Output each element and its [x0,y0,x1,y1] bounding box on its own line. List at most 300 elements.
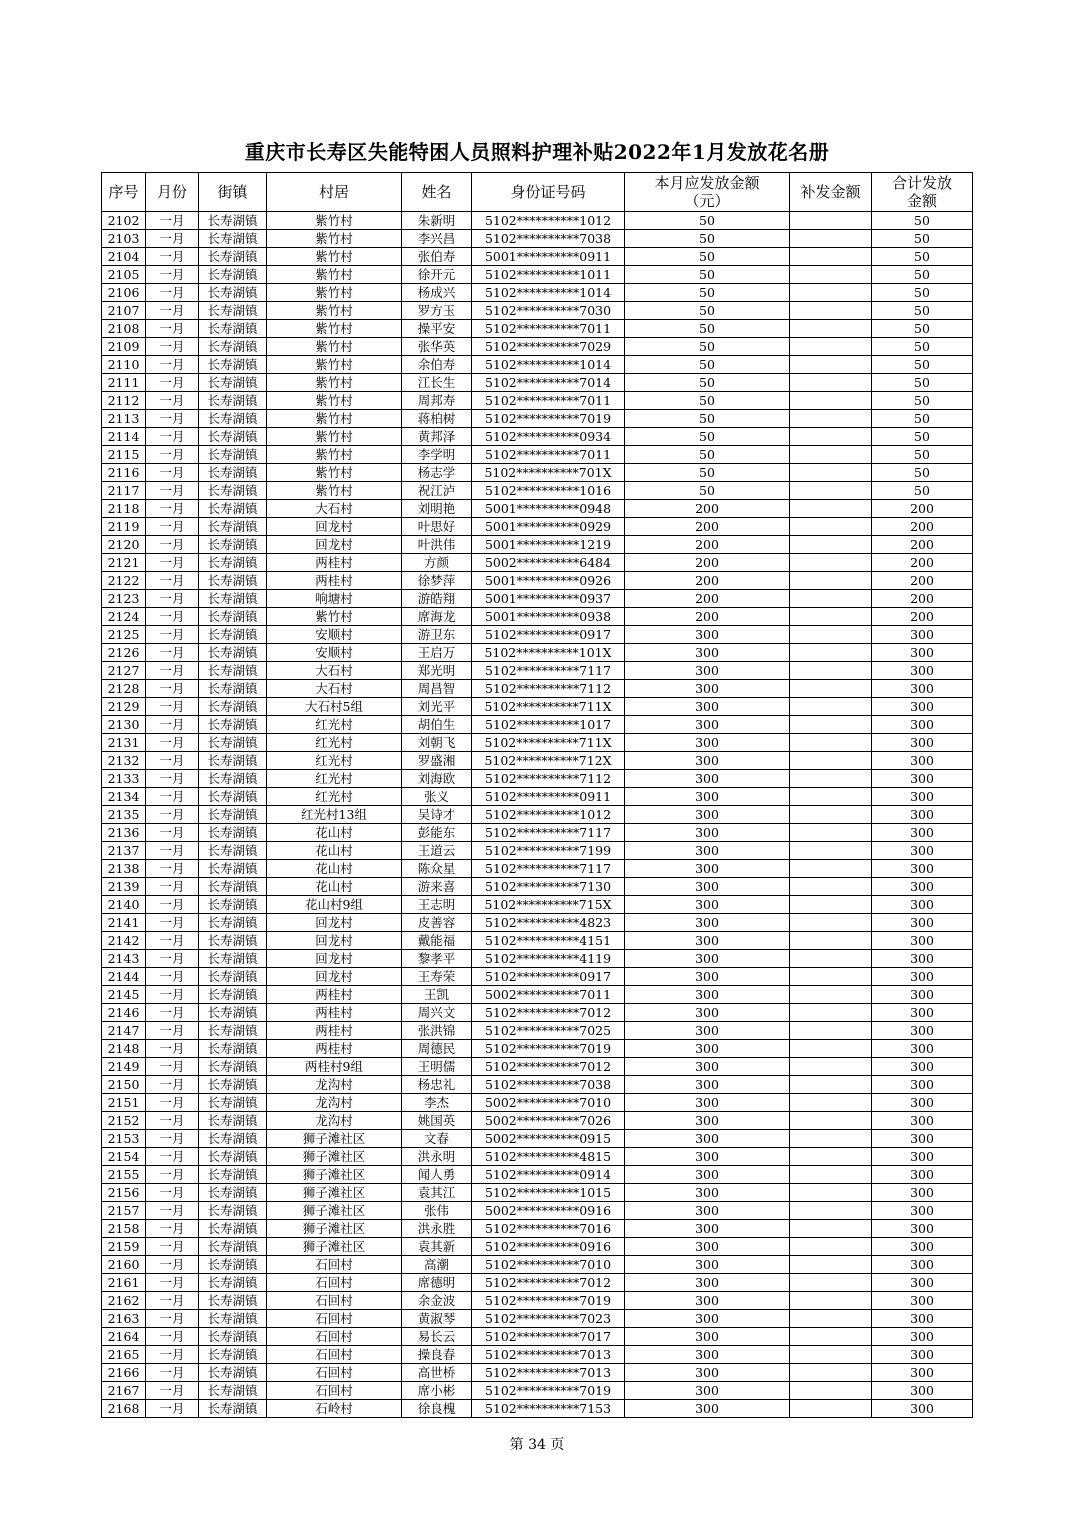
cell-due-amount: 300 [625,1202,790,1220]
cell-id-number: 5102**********7030 [472,302,625,320]
cell-supplement-amount [790,374,872,392]
cell-total-amount: 300 [872,770,973,788]
cell-town: 长寿湖镇 [199,1112,267,1130]
cell-due-amount: 50 [625,284,790,302]
cell-seq: 2163 [102,1310,146,1328]
cell-id-number: 5102**********1012 [472,806,625,824]
table-row [102,1148,973,1166]
cell-village: 狮子滩社区 [267,1184,402,1202]
cell-month: 一月 [146,824,199,842]
cell-town: 长寿湖镇 [199,572,267,590]
cell-due-amount: 300 [625,770,790,788]
table-row [102,1004,973,1022]
cell-town: 长寿湖镇 [199,878,267,896]
cell-seq: 2130 [102,716,146,734]
cell-seq: 2157 [102,1202,146,1220]
table-row [102,572,973,590]
cell-due-amount: 50 [625,356,790,374]
cell-town: 长寿湖镇 [199,284,267,302]
cell-id-number: 5102**********4815 [472,1148,625,1166]
cell-name: 文春 [402,1130,472,1148]
cell-town: 长寿湖镇 [199,842,267,860]
cell-due-amount: 50 [625,320,790,338]
cell-town: 长寿湖镇 [199,338,267,356]
cell-month: 一月 [146,680,199,698]
cell-total-amount: 300 [872,878,973,896]
cell-seq: 2123 [102,590,146,608]
cell-total-amount: 300 [872,752,973,770]
cell-total-amount: 50 [872,428,973,446]
cell-supplement-amount [790,734,872,752]
table-row [102,608,973,626]
cell-due-amount: 50 [625,266,790,284]
cell-id-number: 5102**********7016 [472,1220,625,1238]
cell-seq: 2161 [102,1274,146,1292]
cell-due-amount: 50 [625,410,790,428]
cell-month: 一月 [146,950,199,968]
cell-due-amount: 300 [625,1274,790,1292]
cell-town: 长寿湖镇 [199,410,267,428]
cell-month: 一月 [146,572,199,590]
table-row [102,734,973,752]
table-row [102,284,973,302]
cell-seq: 2154 [102,1148,146,1166]
cell-id-number: 5102**********711X [472,734,625,752]
cell-id-number: 5102**********7117 [472,662,625,680]
cell-supplement-amount [790,914,872,932]
cell-village: 紫竹村 [267,482,402,500]
table-row [102,1058,973,1076]
cell-total-amount: 50 [872,356,973,374]
cell-id-number: 5002**********0915 [472,1130,625,1148]
cell-name: 徐开元 [402,266,472,284]
cell-name: 周德民 [402,1040,472,1058]
cell-id-number: 5102**********712X [472,752,625,770]
cell-name: 黄淑琴 [402,1310,472,1328]
cell-total-amount: 200 [872,536,973,554]
cell-due-amount: 300 [625,842,790,860]
cell-name: 张华英 [402,338,472,356]
cell-village: 紫竹村 [267,266,402,284]
cell-town: 长寿湖镇 [199,1166,267,1184]
table-row [102,1202,973,1220]
cell-due-amount: 200 [625,536,790,554]
cell-name: 游来喜 [402,878,472,896]
cell-name: 蒋柏树 [402,410,472,428]
cell-due-amount: 300 [625,896,790,914]
cell-id-number: 5102**********0916 [472,1238,625,1256]
cell-supplement-amount [790,482,872,500]
cell-village: 狮子滩社区 [267,1166,402,1184]
cell-due-amount: 300 [625,1148,790,1166]
cell-due-amount: 50 [625,374,790,392]
cell-id-number: 5102**********1016 [472,482,625,500]
cell-town: 长寿湖镇 [199,1400,267,1418]
cell-seq: 2116 [102,464,146,482]
cell-month: 一月 [146,896,199,914]
cell-village: 回龙村 [267,536,402,554]
cell-total-amount: 300 [872,824,973,842]
cell-name: 操平安 [402,320,472,338]
cell-town: 长寿湖镇 [199,752,267,770]
cell-supplement-amount [790,896,872,914]
cell-total-amount: 50 [872,230,973,248]
cell-due-amount: 300 [625,1058,790,1076]
cell-name: 余金波 [402,1292,472,1310]
cell-supplement-amount [790,680,872,698]
cell-total-amount: 300 [872,1292,973,1310]
cell-total-amount: 50 [872,266,973,284]
cell-name: 罗盛湘 [402,752,472,770]
cell-due-amount: 300 [625,716,790,734]
cell-total-amount: 300 [872,716,973,734]
cell-due-amount: 300 [625,860,790,878]
cell-name: 王启万 [402,644,472,662]
cell-seq: 2159 [102,1238,146,1256]
table-row [102,302,973,320]
cell-name: 张义 [402,788,472,806]
cell-seq: 2113 [102,410,146,428]
table-row [102,1382,973,1400]
cell-village: 回龙村 [267,914,402,932]
cell-town: 长寿湖镇 [199,500,267,518]
cell-due-amount: 50 [625,338,790,356]
table-row [102,266,973,284]
cell-month: 一月 [146,1274,199,1292]
cell-due-amount: 300 [625,1094,790,1112]
cell-supplement-amount [790,590,872,608]
cell-seq: 2105 [102,266,146,284]
cell-due-amount: 200 [625,554,790,572]
cell-seq: 2166 [102,1364,146,1382]
cell-supplement-amount [790,1292,872,1310]
cell-id-number: 5102**********7011 [472,320,625,338]
table-row [102,410,973,428]
cell-supplement-amount [790,1004,872,1022]
cell-id-number: 5102**********7011 [472,392,625,410]
cell-month: 一月 [146,500,199,518]
cell-village: 花山村 [267,878,402,896]
cell-id-number: 5102**********0911 [472,788,625,806]
cell-id-number: 5102**********0917 [472,968,625,986]
cell-supplement-amount [790,968,872,986]
cell-name: 周兴文 [402,1004,472,1022]
cell-supplement-amount [790,1202,872,1220]
table-header-row [102,173,973,212]
cell-id-number: 5102**********1011 [472,266,625,284]
cell-supplement-amount [790,1256,872,1274]
cell-id-number: 5102**********715X [472,896,625,914]
cell-month: 一月 [146,248,199,266]
cell-month: 一月 [146,1400,199,1418]
table-row [102,878,973,896]
cell-town: 长寿湖镇 [199,590,267,608]
table-row [102,1400,973,1418]
cell-id-number: 5102**********7019 [472,1292,625,1310]
cell-seq: 2120 [102,536,146,554]
cell-total-amount: 50 [872,410,973,428]
cell-id-number: 5001**********0926 [472,572,625,590]
cell-month: 一月 [146,968,199,986]
cell-supplement-amount [790,392,872,410]
cell-town: 长寿湖镇 [199,1004,267,1022]
cell-name: 李学明 [402,446,472,464]
cell-name: 周邦寿 [402,392,472,410]
cell-total-amount: 300 [872,1346,973,1364]
cell-name: 洪永明 [402,1148,472,1166]
cell-name: 罗方玉 [402,302,472,320]
cell-town: 长寿湖镇 [199,986,267,1004]
cell-total-amount: 300 [872,896,973,914]
cell-month: 一月 [146,716,199,734]
cell-seq: 2148 [102,1040,146,1058]
cell-town: 长寿湖镇 [199,464,267,482]
table-row [102,698,973,716]
cell-town: 长寿湖镇 [199,626,267,644]
cell-total-amount: 300 [872,734,973,752]
cell-month: 一月 [146,1382,199,1400]
cell-month: 一月 [146,1094,199,1112]
cell-seq: 2108 [102,320,146,338]
cell-seq: 2153 [102,1130,146,1148]
cell-total-amount: 200 [872,572,973,590]
cell-total-amount: 300 [872,1328,973,1346]
cell-supplement-amount [790,1058,872,1076]
cell-town: 长寿湖镇 [199,1202,267,1220]
cell-id-number: 5102**********7130 [472,878,625,896]
cell-id-number: 5102**********7112 [472,680,625,698]
cell-id-number: 5102**********7112 [472,770,625,788]
header-total-amount-line1: 合计发放 [891,174,952,192]
cell-village: 两桂村 [267,554,402,572]
cell-total-amount: 300 [872,1112,973,1130]
cell-month: 一月 [146,1310,199,1328]
cell-village: 狮子滩社区 [267,1148,402,1166]
cell-village: 回龙村 [267,950,402,968]
cell-month: 一月 [146,1238,199,1256]
cell-supplement-amount [790,932,872,950]
cell-supplement-amount [790,824,872,842]
cell-id-number: 5102**********0917 [472,626,625,644]
cell-total-amount: 50 [872,302,973,320]
cell-supplement-amount [790,302,872,320]
cell-town: 长寿湖镇 [199,734,267,752]
header-month: 月份 [146,173,199,212]
cell-due-amount: 300 [625,1238,790,1256]
table-row [102,464,973,482]
cell-town: 长寿湖镇 [199,374,267,392]
table-row [102,1274,973,1292]
cell-due-amount: 300 [625,1364,790,1382]
cell-month: 一月 [146,554,199,572]
cell-seq: 2137 [102,842,146,860]
header-name: 姓名 [402,173,472,212]
cell-name: 杨忠礼 [402,1076,472,1094]
cell-name: 江长生 [402,374,472,392]
cell-supplement-amount [790,1130,872,1148]
cell-name: 皮善容 [402,914,472,932]
cell-seq: 2164 [102,1328,146,1346]
cell-name: 胡伯生 [402,716,472,734]
cell-total-amount: 300 [872,1400,973,1418]
cell-name: 洪永胜 [402,1220,472,1238]
cell-name: 朱新明 [402,212,472,230]
cell-total-amount: 300 [872,1166,973,1184]
cell-month: 一月 [146,1184,199,1202]
cell-id-number: 5102**********7019 [472,1040,625,1058]
cell-town: 长寿湖镇 [199,1346,267,1364]
cell-village: 花山村 [267,860,402,878]
table-row [102,680,973,698]
table-row [102,1130,973,1148]
cell-name: 席海龙 [402,608,472,626]
cell-supplement-amount [790,1346,872,1364]
cell-id-number: 5102**********1017 [472,716,625,734]
cell-month: 一月 [146,1328,199,1346]
cell-due-amount: 300 [625,1346,790,1364]
cell-village: 狮子滩社区 [267,1238,402,1256]
cell-town: 长寿湖镇 [199,1040,267,1058]
cell-month: 一月 [146,986,199,1004]
cell-total-amount: 300 [872,968,973,986]
cell-due-amount: 300 [625,680,790,698]
cell-village: 响塘村 [267,590,402,608]
cell-seq: 2133 [102,770,146,788]
cell-supplement-amount [790,554,872,572]
footer-suffix: 页 [550,1437,565,1453]
cell-seq: 2124 [102,608,146,626]
cell-town: 长寿湖镇 [199,356,267,374]
cell-month: 一月 [146,788,199,806]
cell-due-amount: 300 [625,914,790,932]
cell-total-amount: 300 [872,662,973,680]
cell-supplement-amount [790,752,872,770]
cell-total-amount: 50 [872,212,973,230]
cell-name: 王道云 [402,842,472,860]
cell-supplement-amount [790,770,872,788]
cell-total-amount: 50 [872,374,973,392]
cell-month: 一月 [146,284,199,302]
cell-village: 狮子滩社区 [267,1130,402,1148]
cell-town: 长寿湖镇 [199,554,267,572]
cell-total-amount: 300 [872,1040,973,1058]
cell-village: 大石村 [267,500,402,518]
cell-village: 石回村 [267,1328,402,1346]
cell-due-amount: 300 [625,1220,790,1238]
cell-village: 狮子滩社区 [267,1202,402,1220]
cell-id-number: 5001**********0929 [472,518,625,536]
cell-month: 一月 [146,1004,199,1022]
cell-total-amount: 300 [872,1310,973,1328]
table-row [102,1022,973,1040]
cell-id-number: 5102**********7019 [472,410,625,428]
cell-total-amount: 50 [872,482,973,500]
cell-total-amount: 300 [872,680,973,698]
cell-total-amount: 200 [872,608,973,626]
cell-name: 黎孝平 [402,950,472,968]
cell-total-amount: 50 [872,446,973,464]
cell-id-number: 5001**********1219 [472,536,625,554]
cell-month: 一月 [146,1292,199,1310]
cell-month: 一月 [146,1346,199,1364]
cell-town: 长寿湖镇 [199,860,267,878]
cell-total-amount: 300 [872,788,973,806]
cell-town: 长寿湖镇 [199,1292,267,1310]
cell-name: 周昌智 [402,680,472,698]
cell-town: 长寿湖镇 [199,716,267,734]
cell-seq: 2107 [102,302,146,320]
cell-village: 两桂村9组 [267,1058,402,1076]
cell-village: 两桂村 [267,1040,402,1058]
cell-town: 长寿湖镇 [199,950,267,968]
cell-name: 陈众星 [402,860,472,878]
cell-due-amount: 50 [625,482,790,500]
cell-total-amount: 300 [872,1382,973,1400]
cell-town: 长寿湖镇 [199,1148,267,1166]
cell-supplement-amount [790,572,872,590]
cell-village: 紫竹村 [267,284,402,302]
cell-seq: 2151 [102,1094,146,1112]
table-row [102,842,973,860]
cell-supplement-amount [790,410,872,428]
cell-id-number: 5102**********7199 [472,842,625,860]
cell-seq: 2117 [102,482,146,500]
cell-village: 紫竹村 [267,320,402,338]
cell-seq: 2118 [102,500,146,518]
cell-village: 紫竹村 [267,392,402,410]
cell-village: 紫竹村 [267,464,402,482]
cell-town: 长寿湖镇 [199,536,267,554]
table-row [102,716,973,734]
cell-month: 一月 [146,1076,199,1094]
cell-name: 祝江泸 [402,482,472,500]
cell-village: 两桂村 [267,1004,402,1022]
cell-id-number: 5102**********7025 [472,1022,625,1040]
cell-seq: 2143 [102,950,146,968]
cell-seq: 2136 [102,824,146,842]
cell-name: 张伟 [402,1202,472,1220]
cell-name: 席小彬 [402,1382,472,1400]
cell-due-amount: 300 [625,662,790,680]
cell-town: 长寿湖镇 [199,1094,267,1112]
cell-village: 石回村 [267,1256,402,1274]
cell-village: 花山村 [267,824,402,842]
cell-town: 长寿湖镇 [199,1220,267,1238]
cell-seq: 2134 [102,788,146,806]
cell-name: 张伯寿 [402,248,472,266]
cell-name: 李兴昌 [402,230,472,248]
cell-id-number: 5102**********4823 [472,914,625,932]
cell-supplement-amount [790,1382,872,1400]
cell-month: 一月 [146,1130,199,1148]
cell-due-amount: 300 [625,1076,790,1094]
cell-month: 一月 [146,1022,199,1040]
cell-due-amount: 300 [625,1040,790,1058]
document-title: 重庆市长寿区失能特困人员照料护理补贴2022年1月发放花名册 [244,140,830,164]
cell-town: 长寿湖镇 [199,806,267,824]
cell-town: 长寿湖镇 [199,680,267,698]
cell-total-amount: 300 [872,950,973,968]
cell-name: 王明儒 [402,1058,472,1076]
cell-due-amount: 200 [625,608,790,626]
cell-supplement-amount [790,446,872,464]
table-row [102,626,973,644]
cell-seq: 2142 [102,932,146,950]
cell-supplement-amount [790,1400,872,1418]
cell-supplement-amount [790,788,872,806]
cell-month: 一月 [146,1220,199,1238]
table-row [102,896,973,914]
